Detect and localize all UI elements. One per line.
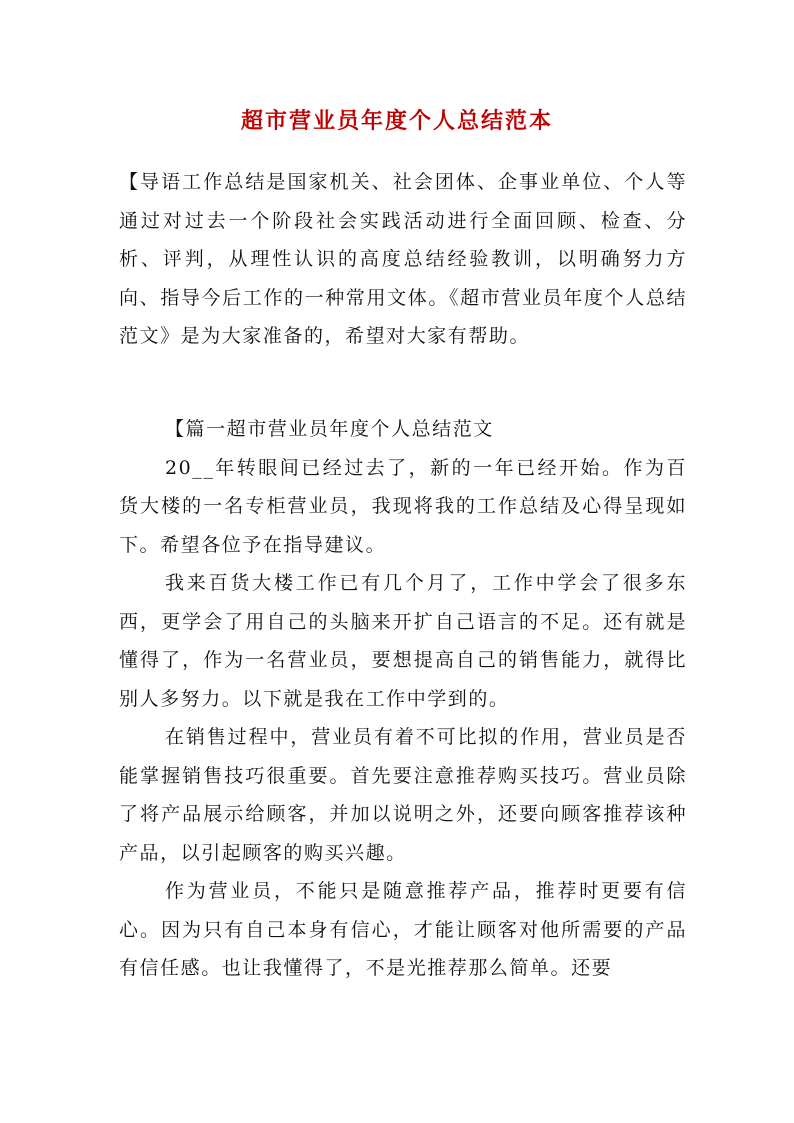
section-heading: 【篇一超市营业员年度个人总结范文 bbox=[165, 418, 494, 440]
body-paragraph: 在销售过程中，营业员有着不可比拟的作用，营业员是否能掌握销售技巧很重要。首先要注意推荐购买技巧。营业员除了将产品展示给顾客，并加以说明之外，还要向顾客推荐该种产品，以引起顾客的购买兴趣。 bbox=[119, 726, 687, 864]
article-body bbox=[119, 410, 687, 988]
body-paragraph: 我来百货大楼工作已有几个月了，工作中学会了很多东西，更学会了用自己的头脑来开扩自己语言的不足。还有就是懂得了，作为一名营业员，要想提高自己的销售能力，就得比别人多努力。以下就是我在工作中学到的。 bbox=[119, 572, 687, 710]
body-paragraph: 20__年转眼间已经过去了，新的一年已经开始。作为百货大楼的一名专柜营业员，我现将我的工作总结及心得呈现如下。希望各位予在指导建议。 bbox=[119, 456, 687, 556]
intro-paragraph: 【导语工作总结是国家机关、社会团体、企事业单位、个人等通过对过去一个阶段社会实践活动进行全面回顾、检查、分析、评判，从理性认识的高度总结经验教训，以明确努力方向、指导今后工作的一种常用文体。《超市营业员年度个人总结范文》是为大家准备的，希望对大家有帮助。 bbox=[119, 171, 687, 347]
body-paragraph: 作为营业员，不能只是随意推荐产品，推荐时更要有信心。因为只有自己本身有信心，才能让顾客对他所需要的产品有信任感。也让我懂得了，不是光推荐那么简单。还要 bbox=[119, 880, 687, 979]
document-title: 超市营业员年度个人总结范本 bbox=[240, 108, 553, 134]
